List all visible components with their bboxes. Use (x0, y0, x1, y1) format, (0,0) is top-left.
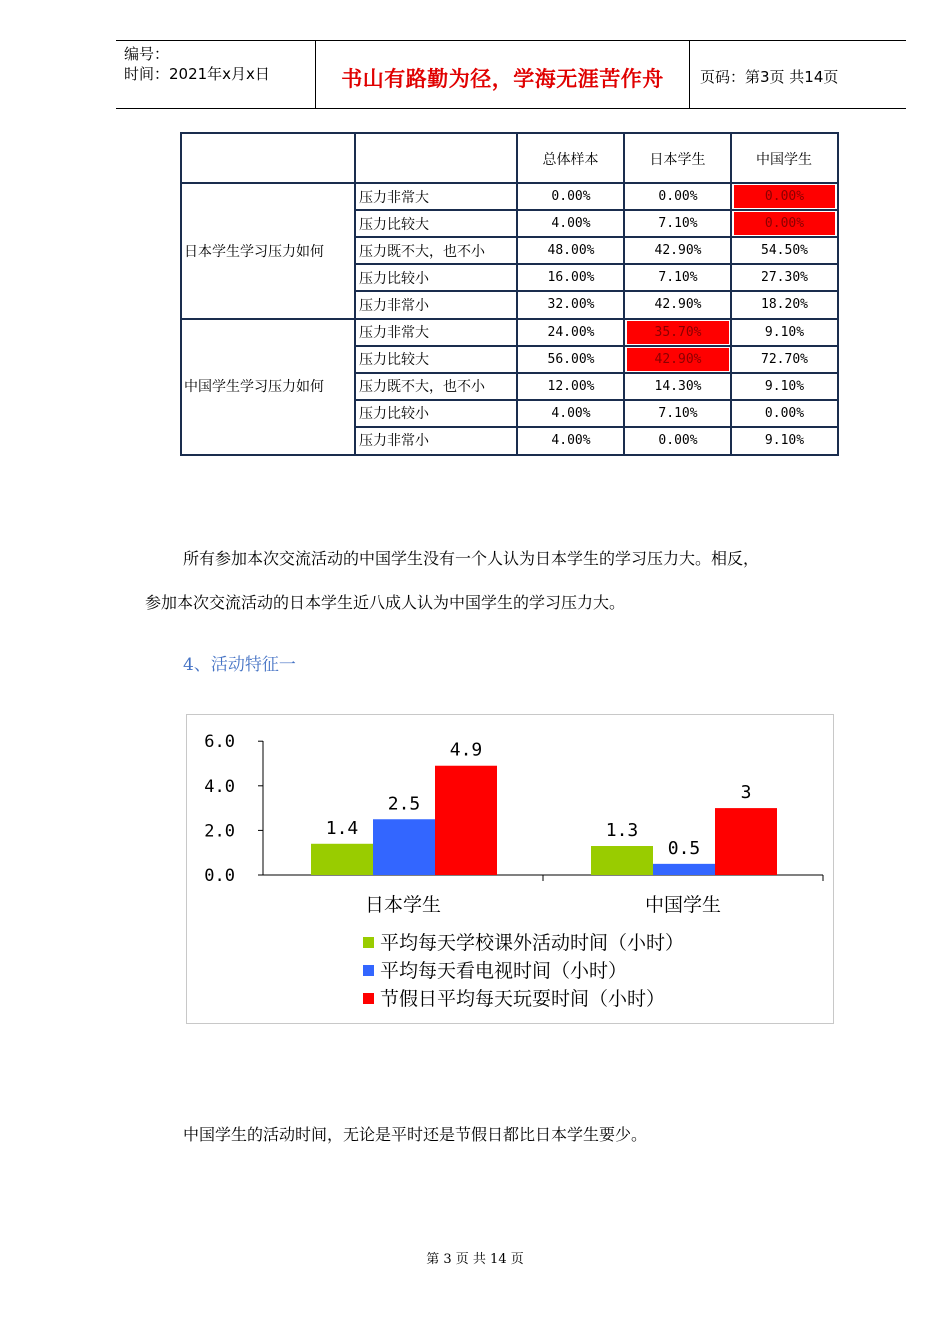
group-divider (182, 318, 837, 320)
data-label: 0.5 (667, 837, 701, 859)
y-tick-label: 0.0 (204, 866, 235, 886)
page-footer: 第 3 页 共 14 页 (426, 1252, 524, 1267)
row-divider (355, 236, 837, 238)
column-header: 总体样本 (542, 151, 599, 168)
time-label: 时间：2021年x月x日 (124, 65, 270, 83)
row-label: 压力非常大 (359, 189, 429, 206)
table-cell: 0.00% (734, 185, 835, 208)
row-label: 压力非常小 (359, 297, 429, 314)
row-divider (355, 263, 837, 265)
table-cell: 9.10% (764, 432, 805, 448)
data-label: 4.9 (449, 739, 483, 761)
section-heading: 4、活动特征一 (183, 655, 296, 675)
row-divider (355, 209, 837, 211)
activity-chart-svg (187, 715, 833, 1023)
table-cell: 12.00% (547, 378, 595, 394)
bar (435, 766, 497, 875)
data-label: 1.4 (325, 817, 359, 839)
bar (653, 864, 715, 875)
table-cell: 24.00% (547, 324, 595, 340)
data-label: 1.3 (605, 820, 639, 842)
legend-label: 平均每天学校课外活动时间（小时） (380, 932, 685, 954)
table-cell: 27.30% (761, 270, 808, 286)
table-cell: 7.10% (658, 216, 698, 232)
row-divider (355, 345, 837, 347)
row-label: 压力非常小 (359, 433, 429, 450)
column-divider (730, 134, 732, 454)
table-cell: 18.20% (761, 297, 808, 313)
group-divider (182, 182, 837, 184)
table-cell: 4.00% (551, 432, 591, 448)
bar (715, 808, 777, 875)
y-tick-label: 2.0 (204, 821, 235, 842)
table-cell: 35.70% (627, 321, 729, 344)
table-cell: 9.10% (764, 324, 805, 340)
y-tick-label: 4.0 (204, 776, 235, 797)
table-cell: 0.00% (658, 432, 698, 448)
legend-swatch (363, 993, 374, 1004)
number-label: 编号： (124, 45, 170, 63)
row-label: 压力既不大，也不小 (359, 379, 485, 396)
column-divider (623, 134, 625, 454)
table-cell: 9.10% (764, 378, 805, 394)
paragraph-1-line-2: 参加本次交流活动的日本学生近八成人认为中国学生的学习压力大。 (145, 593, 626, 612)
row-label: 压力既不大，也不小 (359, 243, 485, 260)
header-page-cell (690, 41, 906, 108)
table-cell: 42.90% (627, 348, 729, 371)
row-divider (355, 372, 837, 374)
table-cell: 32.00% (547, 297, 595, 313)
table-cell: 0.00% (658, 189, 698, 205)
category-label: 日本学生 (364, 894, 442, 916)
page-info: 页码：第3页 共14页 (700, 68, 839, 86)
table-cell: 42.90% (654, 297, 702, 313)
motto: 书山有路勤为径，学海无涯苦作舟 (341, 67, 664, 91)
table-cell: 42.90% (654, 243, 702, 259)
row-group-label: 中国学生学习压力如何 (184, 379, 324, 396)
bar (591, 846, 653, 875)
header-meta (116, 41, 315, 108)
row-label: 压力比较小 (359, 406, 429, 423)
activity-chart (186, 714, 834, 1024)
paragraph-1-line-1: 所有参加本次交流活动的中国学生没有一个人认为日本学生的学习压力大。相反， (183, 549, 760, 568)
table-cell: 72.70% (761, 351, 808, 367)
table-cell: 14.30% (654, 378, 702, 394)
header-motto-cell (315, 41, 690, 108)
column-divider (516, 134, 518, 454)
row-divider (355, 290, 837, 292)
table-cell: 7.10% (658, 270, 698, 286)
column-header: 中国学生 (756, 151, 812, 168)
table-cell: 7.10% (658, 405, 698, 421)
column-header: 日本学生 (649, 151, 706, 168)
y-tick-label: 6.0 (204, 732, 235, 753)
legend-swatch (363, 965, 374, 976)
legend-swatch (363, 937, 374, 948)
bar (373, 819, 435, 875)
legend-label: 平均每天看电视时间（小时） (380, 960, 628, 982)
row-label: 压力比较大 (359, 216, 429, 233)
table-cell: 0.00% (764, 405, 805, 421)
data-label: 2.5 (387, 793, 421, 815)
column-divider (354, 134, 356, 454)
row-divider (355, 426, 837, 428)
table-cell: 56.00% (547, 351, 595, 367)
row-divider (355, 399, 837, 401)
table-cell: 54.50% (761, 243, 808, 259)
category-label: 中国学生 (644, 894, 722, 916)
table-cell: 4.00% (551, 405, 591, 421)
table-cell: 16.00% (547, 270, 595, 286)
data-label: 3 (740, 782, 752, 804)
legend-label: 节假日平均每天玩耍时间（小时） (380, 988, 666, 1010)
table-cell: 48.00% (547, 243, 595, 259)
table-cell: 0.00% (551, 189, 591, 205)
page-header (116, 40, 906, 109)
row-group-label: 日本学生学习压力如何 (184, 243, 324, 260)
row-label: 压力非常大 (359, 325, 429, 342)
table-cell: 0.00% (734, 212, 835, 235)
row-label: 压力比较小 (359, 270, 429, 287)
stress-table (180, 132, 839, 456)
paragraph-2: 中国学生的活动时间，无论是平时还是节假日都比日本学生要少。 (183, 1125, 648, 1144)
bar (311, 844, 373, 875)
row-label: 压力比较大 (359, 352, 429, 369)
table-cell: 4.00% (551, 216, 591, 232)
